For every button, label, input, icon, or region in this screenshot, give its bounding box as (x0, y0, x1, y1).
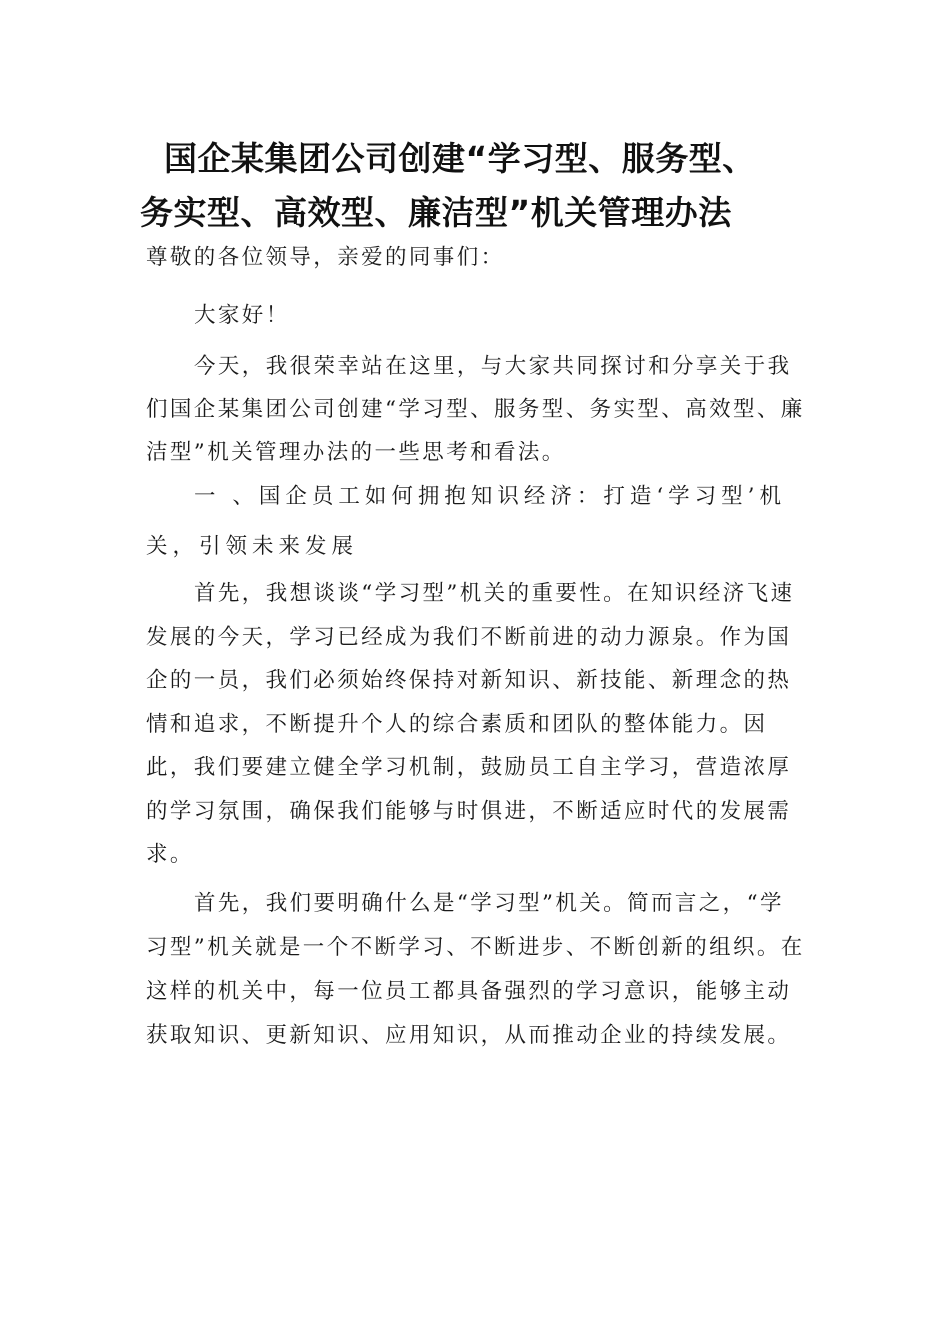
document-title (140, 132, 820, 240)
title-line-1: 国企某集团公司创建“学习型、服务型、 (164, 139, 756, 178)
title-line-2: 务实型、高效型、廉洁型”机关管理办法 (140, 193, 732, 232)
paragraph-importance: 首先，我想谈谈“学习型”机关的重要性。在知识经济飞速发展的今天，学习已经成为我们不断前进的动力源泉。作为国企的一员，我们必须始终保持对新知识、新技能、新理念的热情和追求，不断提升个人的综合素质和团队的整体能力。因此，我们要建立健全学习机制，鼓励员工自主学习，营造浓厚的学习氛围，确保我们能够与时俱进，不断适应时代的发展需求。 (146, 581, 795, 867)
greeting: 大家好！ (194, 303, 290, 328)
section-heading: 一 、国企员工如何拥抱知识经济：打造‘学习型’机关，引领未来发展 (146, 484, 787, 559)
paragraph-intro: 今天，我很荣幸站在这里，与大家共同探讨和分享关于我们国企某集团公司创建“学习型、服务型、务实型、高效型、廉洁型”机关管理办法的一些思考和看法。 (146, 354, 805, 465)
salutation: 尊敬的各位领导，亲爱的同事们： (146, 245, 505, 270)
paragraph-definition: 首先，我们要明确什么是“学习型”机关。简而言之，“学习型”机关就是一个不断学习、不断进步、不断创新的组织。在这样的机关中，每一位员工都具备强烈的学习意识，能够主动获取知识、更新知识、应用知识，从而推动企业的持续发展。 (146, 891, 805, 1048)
